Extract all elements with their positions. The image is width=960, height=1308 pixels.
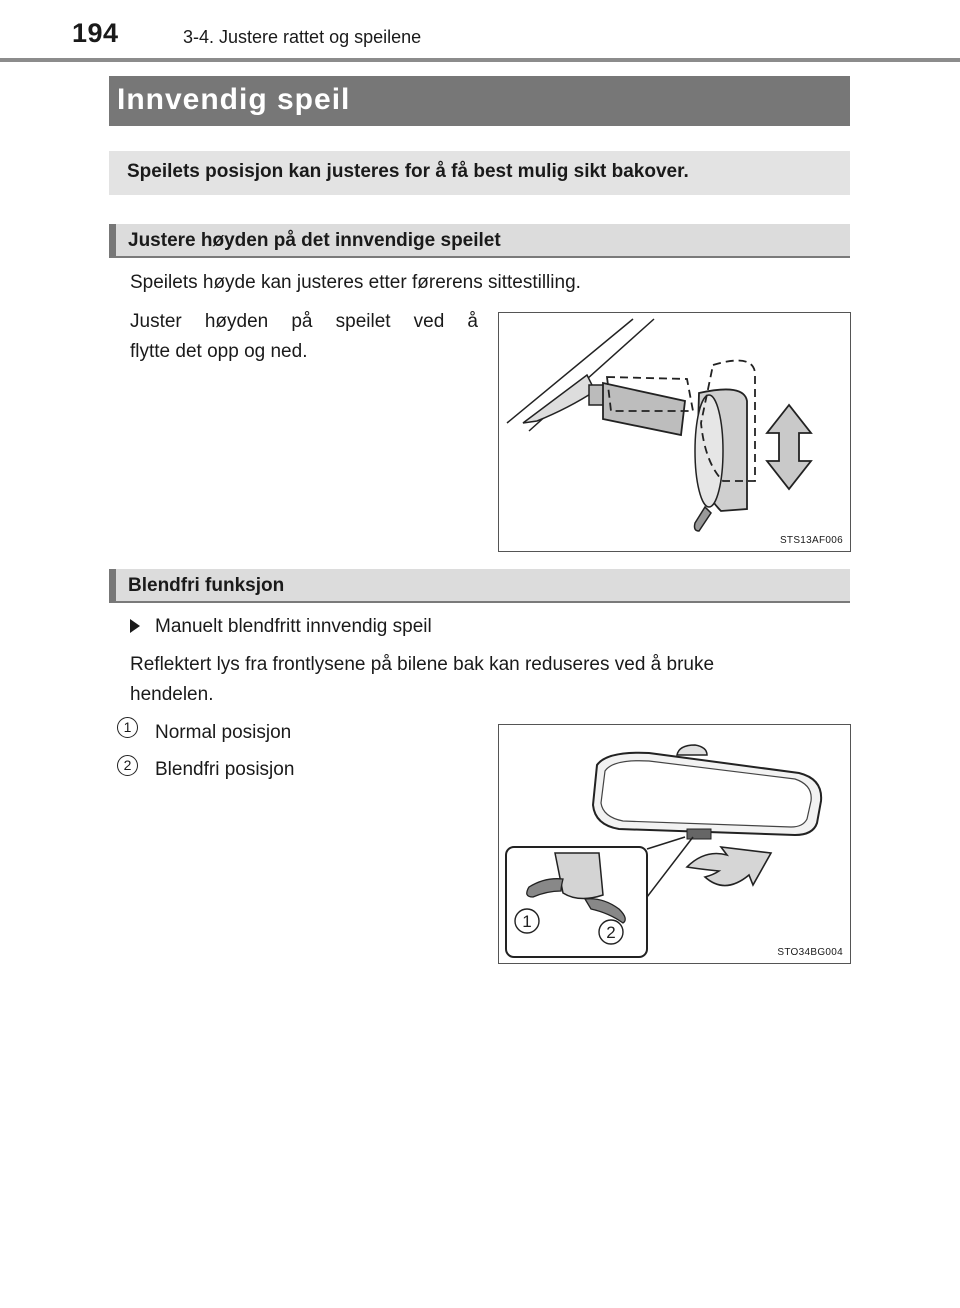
running-header: 3-4. Justere rattet og speilene — [183, 27, 422, 47]
item-antiglare-label: Blendfri posisjon — [155, 759, 295, 780]
figure-code-antiglare: STO34BG004 — [777, 947, 843, 958]
subheading-antiglare-text: Blendfri funksjon — [128, 575, 285, 596]
height-paragraph-2-line-1: Juster høyden på speilet ved å — [130, 311, 478, 332]
height-paragraph-1: Speilets høyde kan justeres etter førerens sittestilling. — [130, 272, 581, 293]
inset-callout-1-text: 1 — [522, 912, 532, 931]
subheading-antiglare — [109, 569, 850, 603]
item-normal-label: Normal posisjon — [155, 722, 292, 743]
callout-marker-1: 1 — [117, 717, 138, 738]
callout-marker-2: 2 — [117, 755, 138, 776]
figure-antiglare — [498, 724, 851, 964]
intro-box — [109, 151, 850, 195]
page-title: Innvendig speil — [117, 83, 351, 116]
antiglare-paragraph-line-1: Reflektert lys fra frontlysene på bilene bak kan reduseres ved å bruke — [130, 654, 715, 675]
intro-text: Speilets posisjon kan justeres for å få best mulig sikt bakover. — [127, 161, 689, 182]
figure-height-adjust — [498, 312, 851, 552]
title-band — [109, 76, 850, 126]
figure-code-height: STS13AF006 — [779, 535, 843, 546]
antiglare-paragraph-line-2: hendelen. — [130, 684, 214, 705]
page-number: 194 — [72, 18, 119, 48]
height-paragraph-2-line-2: flytte det opp og ned. — [130, 341, 308, 362]
subheading-height-text: Justere høyden på det innvendige speilet — [128, 230, 501, 251]
up-down-arrow-icon — [767, 405, 811, 489]
antiglare-lever-illustration — [499, 725, 850, 963]
antiglare-bullet: Manuelt blendfritt innvendig speil — [155, 616, 432, 637]
bullet-arrow-icon — [130, 619, 140, 633]
header-rule — [0, 58, 960, 62]
curved-arrow-icon — [687, 847, 771, 886]
subheading-height — [109, 224, 850, 258]
mirror-height-illustration — [499, 313, 850, 551]
inset-callout-2-text: 2 — [606, 923, 616, 942]
